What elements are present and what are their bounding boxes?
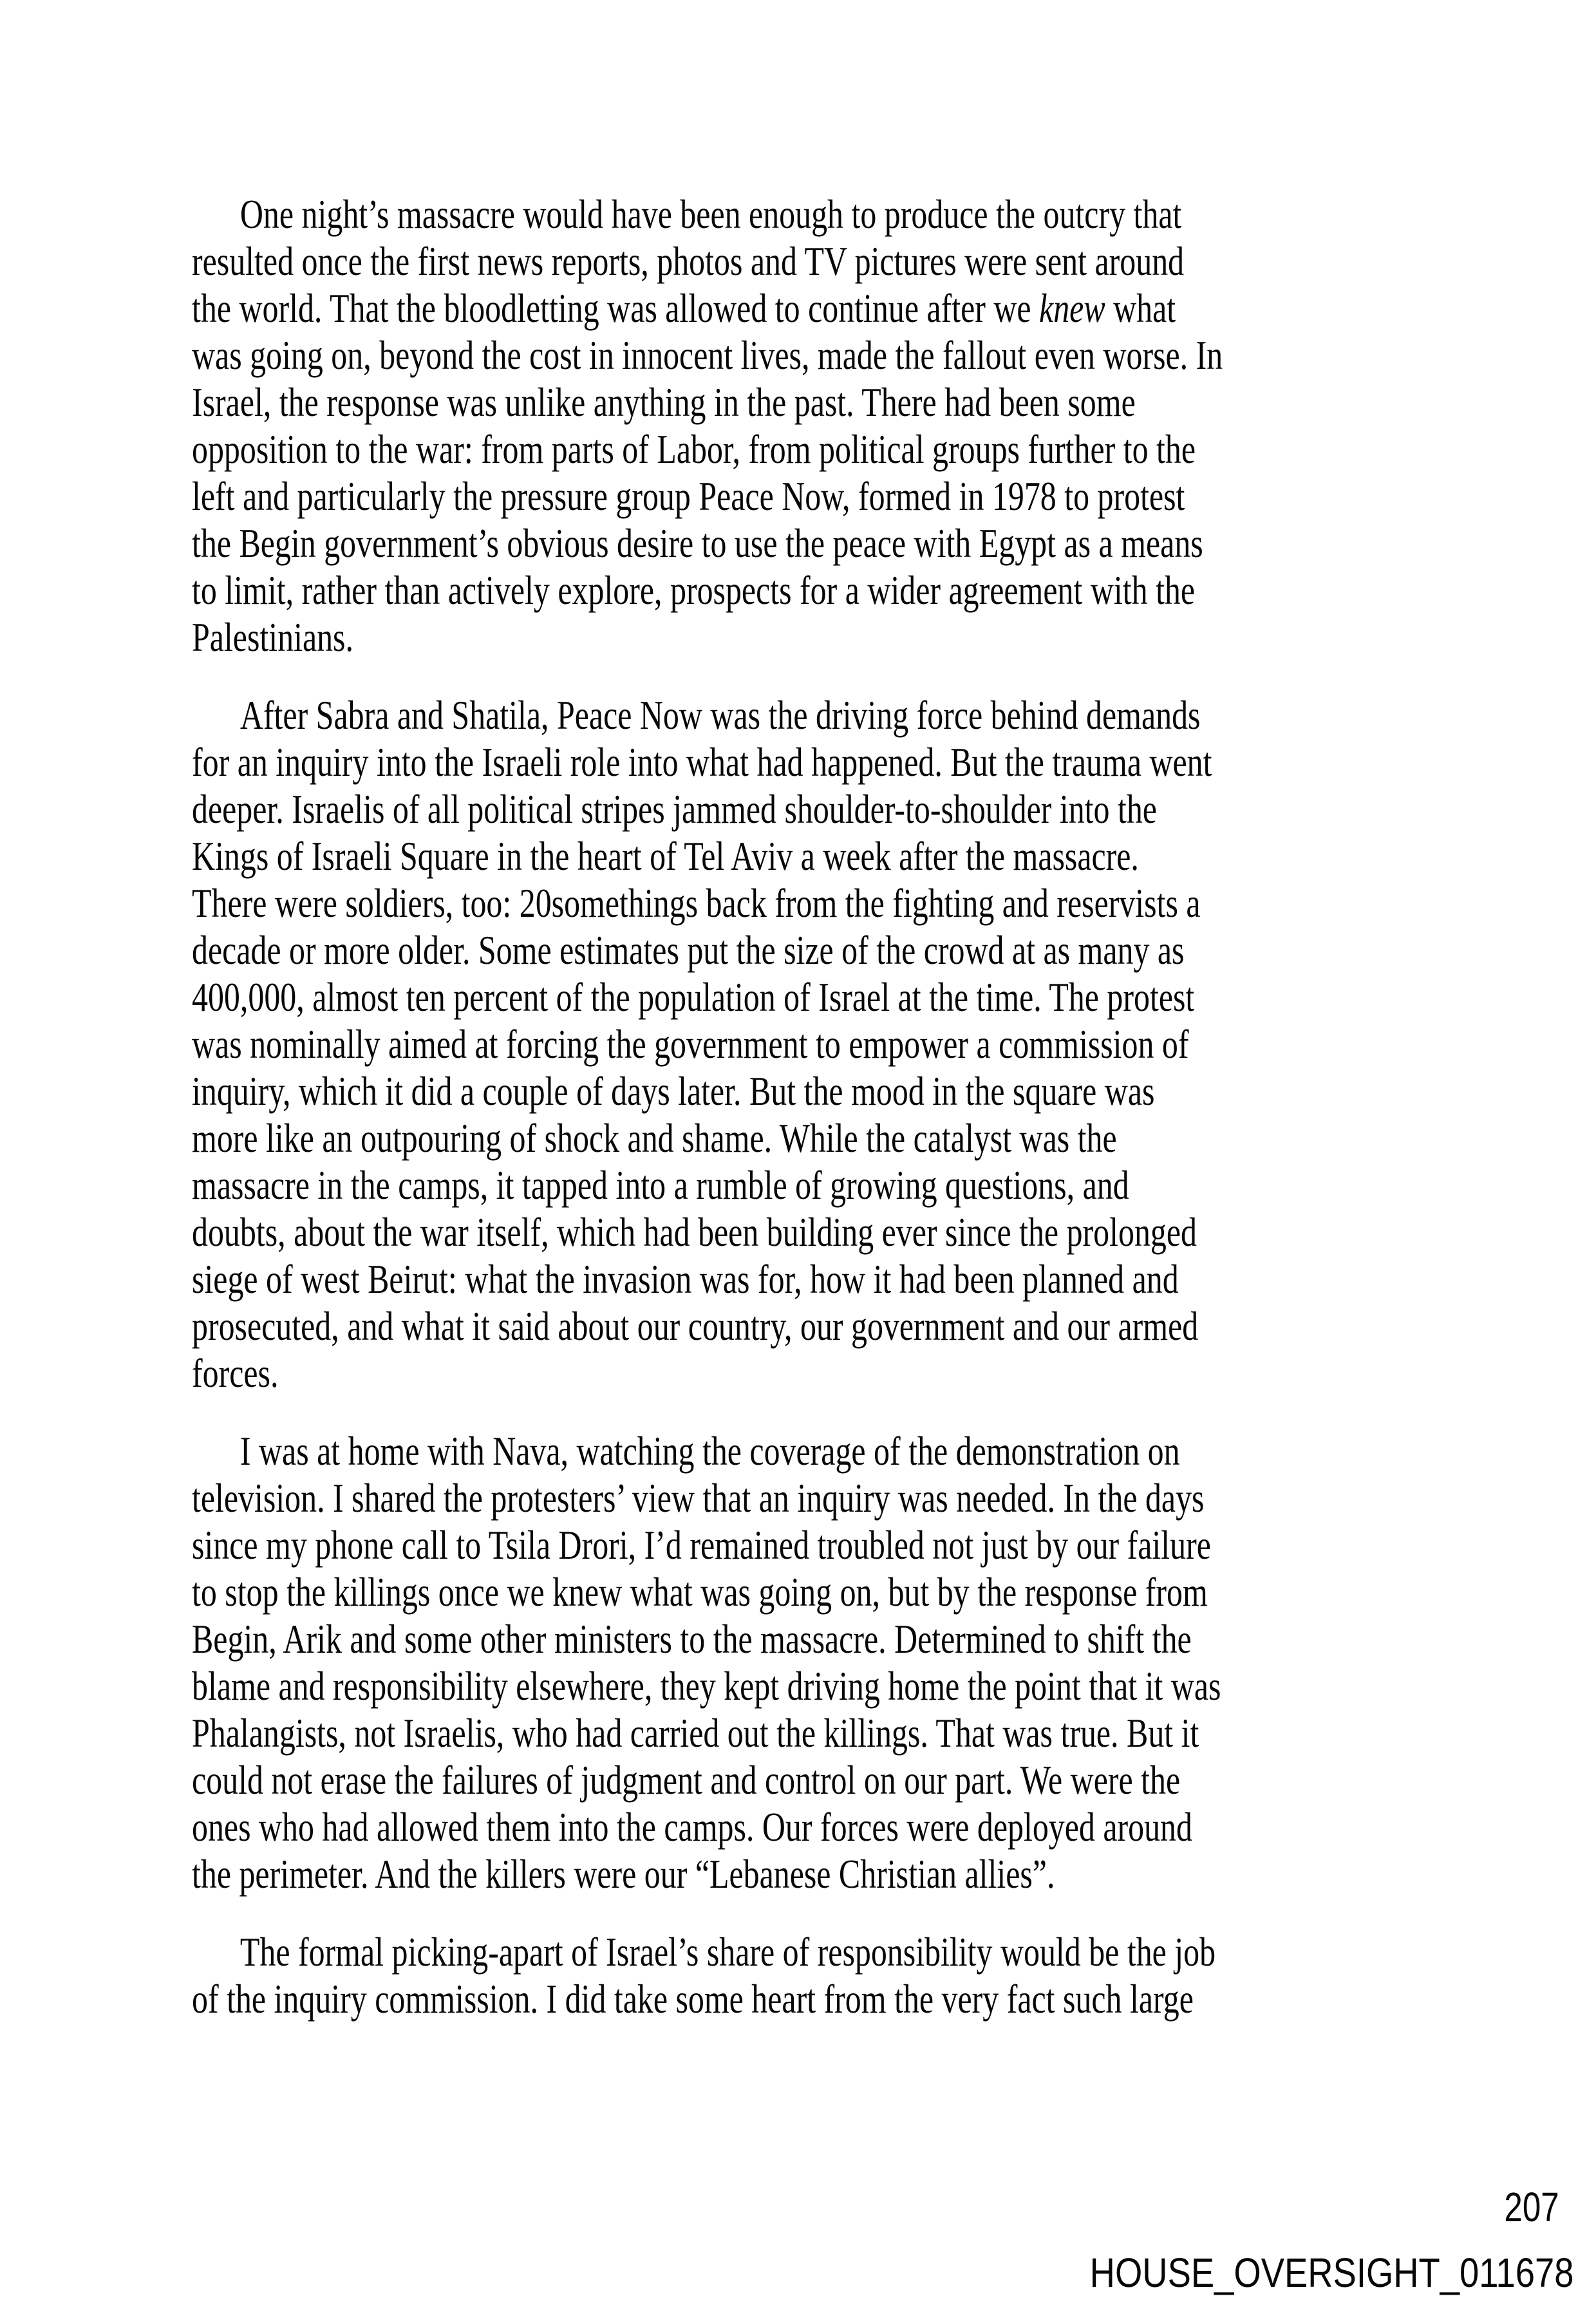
- text-line: [192, 1255, 1478, 1302]
- text-line: [192, 973, 1478, 1020]
- text-segment: Palestinians.: [192, 614, 353, 660]
- text-line: [192, 1208, 1478, 1255]
- text-segment: the perimeter. And the killers were our “Lebanese Christian allies”.: [192, 1851, 1055, 1897]
- text-line: [192, 191, 1478, 238]
- text-line: [192, 473, 1478, 520]
- text-segment: forces.: [192, 1350, 279, 1396]
- text-segment: for an inquiry into the Israeli role into what had happened. But the trauma went: [192, 739, 1212, 785]
- bates-stamp: HOUSE_OVERSIGHT_011678: [1090, 2250, 1574, 2296]
- text-segment: I was at home with Nava, watching the coverage of the demonstration on: [239, 1428, 1180, 1474]
- text-segment: 400,000, almost ten percent of the population of Israel at the time. The protest: [192, 974, 1195, 1020]
- text-segment: deeper. Israelis of all political stripes jammed shoulder-to-shoulder into the: [192, 786, 1157, 832]
- text-line: [192, 832, 1478, 879]
- text-line: [192, 1161, 1478, 1208]
- text-segment: television. I shared the protesters’ view that an inquiry was needed. In the days: [192, 1475, 1205, 1521]
- text-segment: decade or more older. Some estimates put the size of the crowd at as many as: [192, 927, 1185, 973]
- text-line: [192, 738, 1478, 785]
- text-segment: could not erase the failures of judgment and control on our part. We were the: [192, 1757, 1181, 1803]
- text-line: [192, 1756, 1478, 1803]
- text-segment: resulted once the first news reports, photos and TV pictures were sent around: [192, 238, 1185, 284]
- text-segment: After Sabra and Shatila, Peace Now was the driving force behind demands: [239, 692, 1201, 738]
- text-segment: the Begin government’s obvious desire to use the peace with Egypt as a means: [192, 520, 1203, 566]
- text-line: [192, 1803, 1478, 1850]
- text-segment: The formal picking-apart of Israel’s share of responsibility would be the job: [239, 1929, 1216, 1975]
- text-line: [192, 567, 1478, 614]
- text-segment: siege of west Beirut: what the invasion was for, how it had been planned and: [192, 1256, 1179, 1302]
- text-line: [192, 926, 1478, 973]
- text-line: [192, 426, 1478, 473]
- text-segment: Israel, the response was unlike anything in the past. There had been some: [192, 379, 1136, 425]
- paragraph: [192, 191, 1478, 661]
- text-line: [192, 285, 1478, 332]
- text-line: [192, 1427, 1478, 1474]
- text-segment: ones who had allowed them into the camps. Our forces were deployed around: [192, 1804, 1192, 1850]
- page-number: 207: [1504, 2184, 1559, 2230]
- text-segment: opposition to the war: from parts of Labor, from political groups further to the: [192, 426, 1196, 472]
- text-body: [192, 191, 1478, 2022]
- text-line: [192, 1114, 1478, 1161]
- text-segment: inquiry, which it did a couple of days later. But the mood in the square was: [192, 1068, 1155, 1114]
- text-segment: There were soldiers, too: 20somethings back from the fighting and reservists a: [192, 880, 1201, 926]
- text-line: [192, 1067, 1478, 1114]
- text-segment: since my phone call to Tsila Drori, I’d remained troubled not just by our failure: [192, 1522, 1211, 1568]
- text-segment: of the inquiry commission. I did take some heart from the very fact such large: [192, 1976, 1194, 2022]
- text-line: [192, 1020, 1478, 1067]
- text-segment: to limit, rather than actively explore, prospects for a wider agreement with the: [192, 567, 1196, 613]
- text-segment: Kings of Israeli Square in the heart of Tel Aviv a week after the massacre.: [192, 833, 1139, 879]
- text-line: [192, 785, 1478, 832]
- text-segment: blame and responsibility elsewhere, they kept driving home the point that it was: [192, 1663, 1221, 1709]
- italic-text-segment: knew: [1039, 285, 1105, 331]
- text-line: [192, 520, 1478, 567]
- text-line: [192, 379, 1478, 426]
- text-line: [192, 1521, 1478, 1568]
- text-line: [192, 1662, 1478, 1709]
- text-segment: to stop the killings once we knew what was going on, but by the response from: [192, 1569, 1208, 1615]
- text-line: [192, 1850, 1478, 1897]
- text-segment: was nominally aimed at forcing the government to empower a commission of: [192, 1021, 1189, 1067]
- text-line: [192, 879, 1478, 926]
- paragraph: [192, 1427, 1478, 1897]
- text-line: [192, 1349, 1478, 1396]
- text-segment: what: [1105, 285, 1176, 331]
- text-line: [192, 1302, 1478, 1349]
- text-segment: the world. That the bloodletting was allowed to continue after we: [192, 285, 1040, 331]
- text-segment: Begin, Arik and some other ministers to the massacre. Determined to shift the: [192, 1616, 1192, 1662]
- text-line: [192, 691, 1478, 738]
- paragraph: [192, 691, 1478, 1396]
- text-segment: One night’s massacre would have been enough to produce the outcry that: [239, 191, 1182, 237]
- text-line: [192, 1615, 1478, 1662]
- text-segment: more like an outpouring of shock and shame. While the catalyst was the: [192, 1115, 1117, 1161]
- text-line: [192, 1709, 1478, 1756]
- text-line: [192, 614, 1478, 661]
- text-segment: left and particularly the pressure group Peace Now, formed in 1978 to protest: [192, 473, 1185, 519]
- text-segment: Phalangists, not Israelis, who had carried out the killings. That was true. But it: [192, 1710, 1199, 1756]
- text-segment: prosecuted, and what it said about our country, our government and our armed: [192, 1303, 1199, 1349]
- text-segment: was going on, beyond the cost in innocent lives, made the fallout even worse. In: [192, 332, 1223, 378]
- text-line: [192, 1975, 1478, 2022]
- text-line: [192, 1568, 1478, 1615]
- text-line: [192, 332, 1478, 379]
- text-line: [192, 1474, 1478, 1521]
- paragraph: [192, 1928, 1478, 2022]
- text-line: [192, 1928, 1478, 1975]
- text-line: [192, 238, 1478, 285]
- text-segment: massacre in the camps, it tapped into a rumble of growing questions, and: [192, 1162, 1129, 1208]
- text-segment: doubts, about the war itself, which had been building ever since the prolonged: [192, 1209, 1197, 1255]
